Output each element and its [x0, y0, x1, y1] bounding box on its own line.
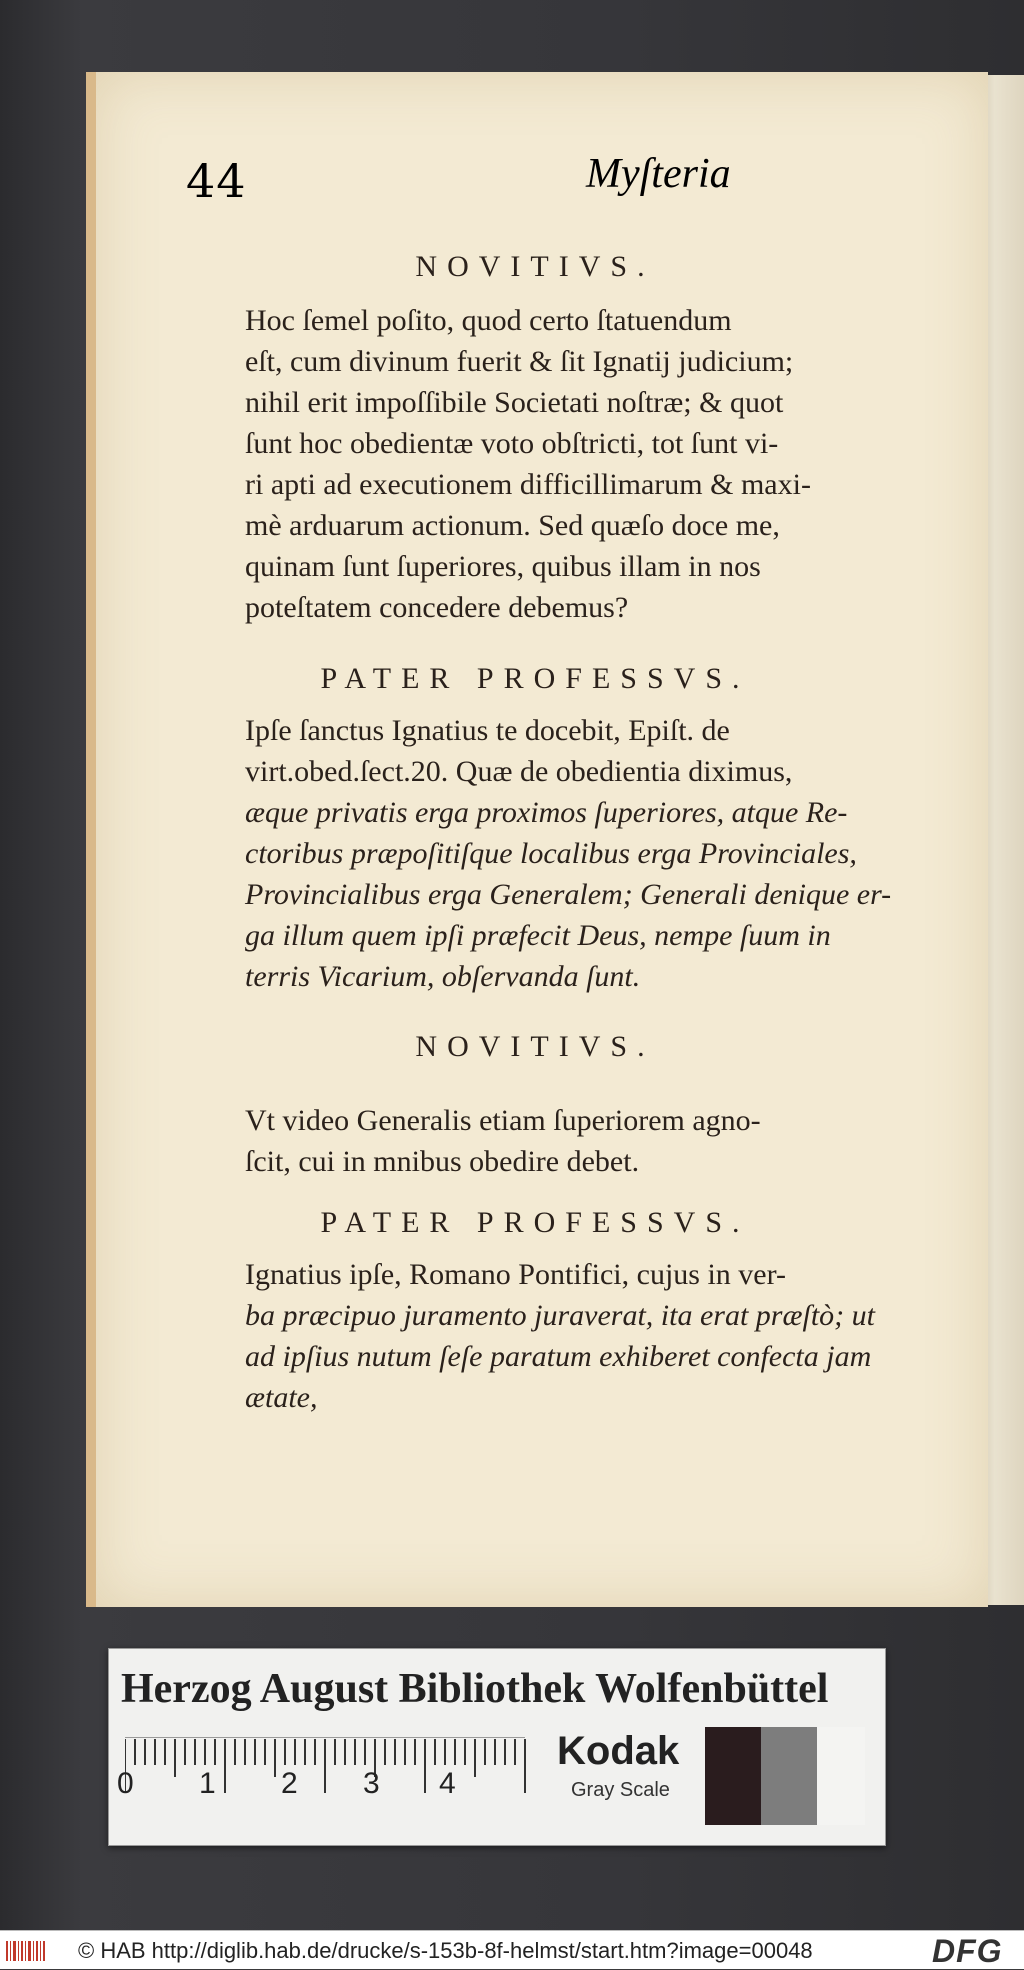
text-line: Ignatius ipſe, Romano Pontifici, cujus in ver- [245, 1258, 786, 1291]
paragraph [245, 710, 925, 792]
paragraph [245, 300, 925, 628]
swatch-mid [761, 1727, 817, 1825]
ruler-number: 3 [363, 1767, 380, 1800]
text-line: Hoc ſemel poſito, quod certo ſtatuendum [245, 304, 732, 337]
text-line: mè arduarum actionum. Sed quæſo doce me, [245, 509, 780, 542]
page-number: 44 [186, 154, 247, 208]
footer-bar [0, 1930, 1024, 1969]
text-line: ctoribus præpoſitiſque localibus erga Provinciales, [245, 837, 857, 870]
text-line: ga illum quem ipſi præfecit Deus, nempe ſuum in [245, 919, 831, 952]
card-title: Herzog August Bibliothek Wolfenbüttel [121, 1666, 829, 1712]
text-line: eſt, cum divinum fuerit & ſit Ignatij judicium; [245, 345, 794, 378]
text-line: ad ipſius nutum ſeſe paratum exhiberet confecta jam [245, 1340, 872, 1373]
catchword: ætate, [245, 1381, 318, 1414]
text-line: virt.obed.ſect.20. Quæ de obedientia diximus, [245, 755, 793, 788]
text-line: poteſtatem concedere debemus? [245, 591, 629, 624]
swatch-light [817, 1727, 865, 1825]
text-line: Ipſe ſanctus Ignatius te docebit, Epiſt. de [245, 714, 730, 747]
kodak-logo: Kodak [557, 1729, 680, 1773]
ruler-number: 1 [199, 1767, 216, 1800]
ruler-number: 4 [439, 1767, 456, 1800]
text-line: ri apti ad executionem difficillimarum & maxi- [245, 468, 811, 501]
ruler-scale [125, 1737, 535, 1797]
speaker-heading: PATER PROFESSVS. [320, 1206, 750, 1239]
color-calibration-card [108, 1648, 886, 1846]
text-line: ba præcipuo juramento juraverat, ita erat præſtò; ut [245, 1299, 875, 1332]
text-line: æque privatis erga proximos ſuperiores, atque Re- [245, 796, 848, 829]
text-line: ſcit, cui in mnibus obedire debet. [245, 1145, 640, 1178]
kodak-gray-scale-label: Gray Scale [571, 1779, 670, 1801]
quoted-paragraph [245, 792, 925, 997]
running-title: Myſteria [586, 151, 731, 197]
quoted-paragraph [245, 1295, 925, 1418]
paragraph [245, 1100, 925, 1182]
text-line: ſunt hoc obedientæ voto obſtricti, tot ſunt vi- [245, 427, 779, 460]
text-line: nihil erit impoſſibile Societati noſtræ; & quot [245, 386, 784, 419]
ruler-number: 2 [281, 1767, 298, 1800]
barcode-icon [6, 1939, 46, 1963]
swatch-dark [705, 1727, 761, 1825]
speaker-heading: PATER PROFESSVS. [320, 662, 750, 695]
page-text [155, 90, 915, 1440]
speaker-heading: NOVITIVS. [415, 1030, 655, 1063]
paragraph [245, 1254, 925, 1295]
dfg-logo: DFG [932, 1933, 1003, 1969]
speaker-heading: NOVITIVS. [415, 250, 655, 283]
text-line: terris Vicarium, obſervanda ſunt. [245, 960, 641, 993]
ruler-number: 0 [117, 1767, 134, 1800]
text-line: Provincialibus erga Generalem; Generali denique er- [245, 878, 892, 911]
text-line: quinam ſunt ſuperiores, quibus illam in nos [245, 550, 761, 583]
text-line: Vt video Generalis etiam ſuperiorem agno- [245, 1104, 761, 1137]
source-url[interactable]: © HAB http://diglib.hab.de/drucke/s-153b-8f-helmst/start.htm?image=00048 [78, 1938, 813, 1963]
